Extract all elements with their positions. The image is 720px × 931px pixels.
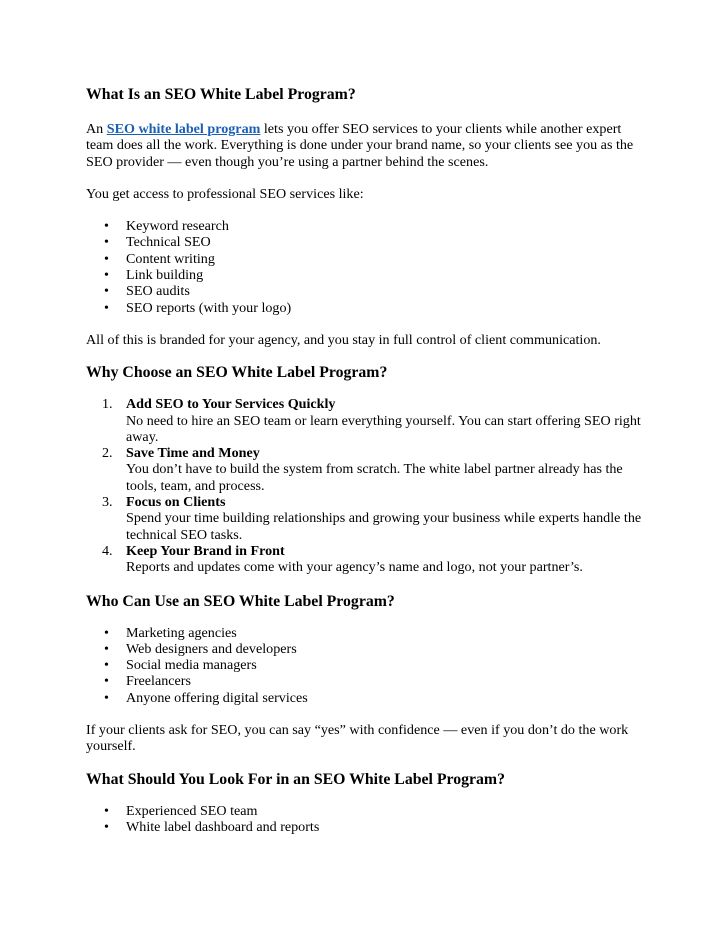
branding-paragraph: All of this is branded for your agency, and you stay in full control of client communication.	[86, 331, 601, 348]
item-number: 2.	[102, 445, 113, 462]
document-page	[86, 86, 646, 835]
list-item: • Marketing agencies	[86, 625, 646, 641]
item-description: You don’t have to build the system from scratch. The white label partner already has the tools, team, and process.	[126, 461, 623, 494]
list-item: • SEO reports (with your logo)	[86, 300, 646, 316]
list-item	[86, 445, 646, 494]
section-heading-what-to-look-for: What Should You Look For in an SEO White Label Program?	[86, 770, 505, 788]
list-item: • SEO audits	[86, 283, 646, 299]
list-item	[86, 494, 646, 543]
section-heading-who-can-use: Who Can Use an SEO White Label Program?	[86, 592, 395, 610]
services-list	[86, 218, 646, 316]
audience-list	[86, 625, 646, 706]
intro-paragraph	[86, 121, 646, 170]
list-item: • Anyone offering digital services	[86, 690, 646, 706]
section-heading-what-is: What Is an SEO White Label Program?	[86, 86, 356, 103]
list-item: • Web designers and developers	[86, 641, 646, 657]
list-item: • White label dashboard and reports	[86, 819, 646, 835]
list-item	[86, 396, 646, 445]
list-item: • Content writing	[86, 251, 646, 267]
item-number: 4.	[102, 542, 113, 559]
list-item: • Freelancers	[86, 673, 646, 689]
item-title: Focus on Clients	[126, 494, 226, 511]
item-number: 3.	[102, 494, 113, 511]
item-title: Keep Your Brand in Front	[126, 542, 285, 559]
services-lead-paragraph: You get access to professional SEO services like:	[86, 185, 364, 202]
list-item: • Keyword research	[86, 218, 646, 234]
list-item: • Experienced SEO team	[86, 803, 646, 819]
item-number: 1.	[102, 396, 113, 413]
item-description: Spend your time building relationships and growing your business while experts handle the technical SEO tasks.	[126, 510, 642, 543]
seo-white-label-program-link[interactable]: SEO white label program	[106, 121, 261, 137]
list-item: • Link building	[86, 267, 646, 283]
item-description: No need to hire an SEO team or learn everything yourself. You can start offering SEO right away.	[126, 412, 641, 445]
item-title: Add SEO to Your Services Quickly	[126, 396, 336, 413]
confidence-paragraph: If your clients ask for SEO, you can say “yes” with confidence — even if you don’t do the work yourself.	[86, 722, 629, 755]
item-title: Save Time and Money	[126, 445, 260, 462]
list-item: • Technical SEO	[86, 234, 646, 250]
list-item	[86, 543, 646, 576]
intro-text-before-link: An	[86, 121, 107, 137]
criteria-list	[86, 803, 646, 836]
section-heading-why-choose: Why Choose an SEO White Label Program?	[86, 364, 388, 382]
list-item: • Social media managers	[86, 657, 646, 673]
item-description: Reports and updates come with your agency’s name and logo, not your partner’s.	[126, 559, 583, 576]
benefits-list	[86, 396, 646, 575]
intro-text-after-link: lets you offer SEO services to your clients while another expert team does all the work. Everything is done under your brand name, so your clients see you as the SEO provider — even though you’re using a partner behind the scenes.	[86, 121, 634, 170]
